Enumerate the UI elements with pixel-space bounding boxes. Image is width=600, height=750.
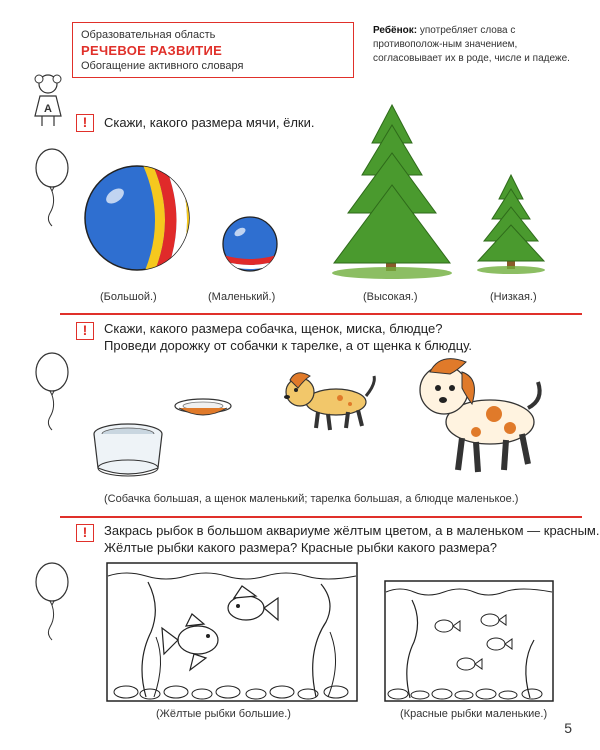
exclamation-icon: ! bbox=[76, 524, 94, 542]
caption-tall-tree: (Высокая.) bbox=[363, 291, 418, 303]
caption-short-tree: (Низкая.) bbox=[490, 291, 537, 303]
short-tree-icon bbox=[474, 173, 550, 278]
page-number: 5 bbox=[564, 720, 572, 736]
area-label: Образовательная область bbox=[81, 29, 216, 41]
girl-mascot-icon bbox=[28, 70, 72, 132]
balloon-icon bbox=[32, 562, 72, 642]
section-header bbox=[72, 22, 354, 78]
svg-text:A: A bbox=[44, 103, 52, 115]
section-divider bbox=[60, 313, 582, 315]
task2-caption: (Собачка большая, а щенок маленький; тарелка большая, а блюдце маленькое.) bbox=[104, 493, 519, 505]
task3-line2: Жёлтые рыбки какого размера? Красные рыбки какого размера? bbox=[104, 540, 498, 555]
task2-line1: Скажи, какого размера собачка, щенок, миска, блюдце? bbox=[104, 321, 443, 336]
child-note-label: Ребёнок: bbox=[373, 25, 418, 36]
task3-line1: Закрась рыбок в большом аквариуме жёлтым цветом, а в маленьком — красным. bbox=[104, 523, 600, 538]
child-note-text: употребляет слова с противополож-ным значением, согласовывает их в роде, числе и падеже. bbox=[373, 25, 570, 64]
subject-title: РЕЧЕВОЕ РАЗВИТИЕ bbox=[81, 43, 223, 58]
big-aquarium-icon bbox=[106, 562, 358, 702]
exclamation-icon: ! bbox=[76, 322, 94, 340]
caption-big-ball: (Большой.) bbox=[100, 291, 157, 303]
caption-small-ball: (Маленький.) bbox=[208, 291, 276, 303]
child-note bbox=[373, 24, 578, 66]
caption-small-aquarium: (Красные рыбки маленькие.) bbox=[400, 708, 548, 720]
tall-tree-icon bbox=[322, 103, 462, 278]
big-ball-icon bbox=[82, 163, 192, 273]
saucer-icon bbox=[172, 396, 234, 426]
balloon-icon bbox=[32, 352, 72, 432]
small-ball-icon bbox=[220, 214, 280, 274]
task2-line2: Проведи дорожку от собачки к тарелке, а от щенка к блюдцу. bbox=[104, 338, 472, 353]
dog-icon bbox=[410, 352, 550, 482]
bowl-icon bbox=[88, 420, 168, 482]
section-divider bbox=[60, 516, 582, 518]
small-aquarium-icon bbox=[384, 580, 554, 702]
caption-big-aquarium: (Жёлтые рыбки большие.) bbox=[156, 708, 291, 720]
exclamation-icon: ! bbox=[76, 114, 94, 132]
topic-label: Обогащение активного словаря bbox=[81, 60, 244, 72]
task1-text: Скажи, какого размера мячи, ёлки. bbox=[104, 115, 315, 130]
balloon-icon bbox=[32, 148, 72, 228]
puppy-icon bbox=[276, 366, 380, 436]
